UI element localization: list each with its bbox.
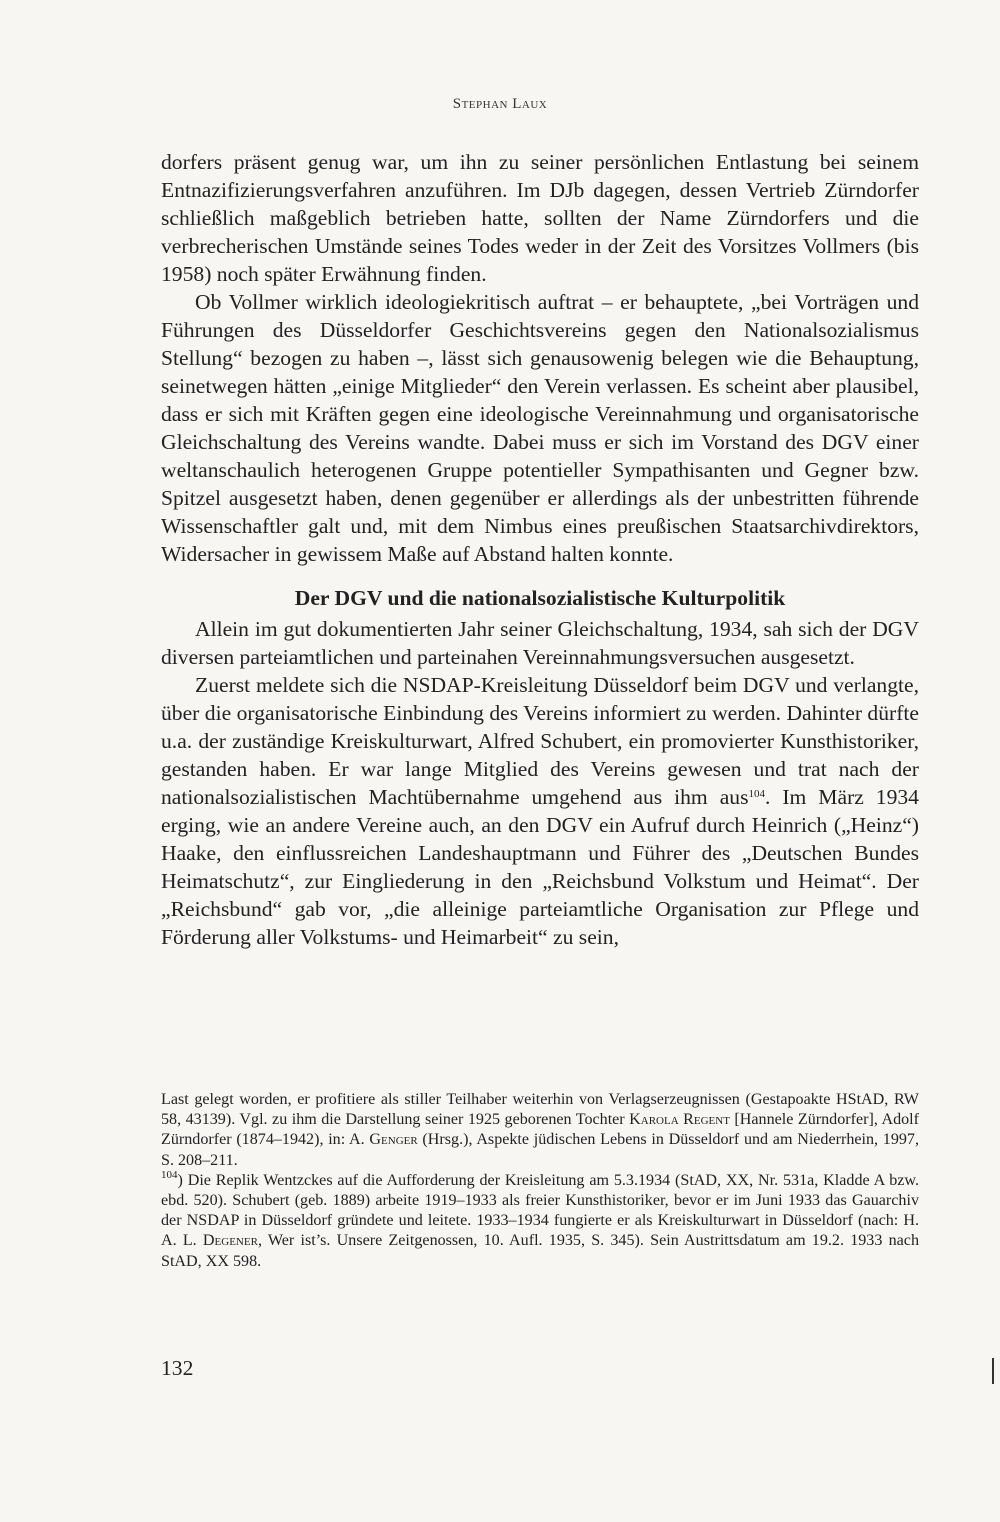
paragraph-2: Ob Vollmer wirklich ideologiekritisch auftrat – er behauptete, „bei Vorträgen und Führungen des Düsseldorfer Geschichtsvereins gegen den Nationalsozialismus Stellung“ bezogen zu haben –, lässt sich genausowenig belegen wie die Behauptung, seinetwegen hätten „einige Mitglieder“ den Verein verlassen. Es scheint aber plausibel, dass er sich mit Kräften gegen eine ideologische Vereinnahmung und organisatorische Gleichschaltung des Vereins wandte. Dabei muss er sich im Vorstand des DGV einer weltanschaulich heterogenen Gruppe potentieller Sympathisanten und Gegner bzw. Spitzel ausgesetzt haben, denen gegenüber er allerdings als der unbestritten führende Wissenschaftler galt und, mit dem Nimbus eines preußischen Staatsarchivdirektors, Widersacher in gewissem Maße auf Abstand halten konnte.: [161, 290, 919, 566]
page-number: 132: [161, 1356, 194, 1380]
paragraph-1: dorfers präsent genug war, um ihn zu seiner persönlichen Entlastung bei seinem Entnazifizierungsverfahren anzuführen. Im DJb dagegen, dessen Vertrieb Zürndorfer schließlich maßgeblich betrieben hatte, sollten der Name Zürndorfers und die verbrecherischen Umstände seines Todes weder in der Zeit des Vorsitzes Vollmers (bis 1958) noch später Erwähnung finden.: [161, 150, 919, 286]
footnote-author: Degener: [202, 1232, 258, 1250]
footnote-author: Karola Regent: [629, 1111, 730, 1129]
footnote-text: , Wer ist’s. Unsere Zeitgenossen, 10. Aufl. 1935, S. 345). Sein Austrittsdatum am 19.2. 1933 nach StAD, XX 598.: [161, 1232, 919, 1270]
paragraph-3: Allein im gut dokumentierten Jahr seiner Gleichschaltung, 1934, sah sich der DGV diversen parteiamtlichen und parteinahen Vereinnahmungsversuchen ausgesetzt.: [161, 617, 919, 669]
footnotes: [161, 1090, 919, 1272]
paragraph-4: [161, 671, 919, 951]
footnote-text: ) Die Replik Wentzckes auf die Aufforderung der Kreisleitung am 5.3.1934 (StAD, XX, Nr. 531a, Kladde A bzw. ebd. 520). Schubert (geb. 1889) arbeite 1919–1933 als freier Kunsthistoriker, bevor er im Juni 1933 das Gauarchiv der NSDAP in Düsseldorf gründete und leitete. 1933–1934 fungierte er als Kreiskulturwart in Düsseldorf (nach: H. A. L.: [161, 1171, 919, 1250]
section-heading: Der DGV und die nationalsozialistische Kulturpolitik: [294, 586, 786, 610]
footnote-number: 104: [161, 1168, 178, 1181]
page-edge-mark: [992, 1358, 994, 1384]
footnote-text: [Hannele Zürndorfer], Adolf Zürndorfer (1874–1942), in: A.: [161, 1111, 919, 1149]
footnote-reference-104: 104: [748, 788, 765, 800]
footnote-104: [161, 1168, 919, 1272]
paragraph-4-part-a: Zuerst meldete sich die NSDAP-Kreisleitung Düsseldorf beim DGV und verlangte, über die organisatorische Einbindung des Vereins informiert zu werden. Dahinter dürfte u.a. der zuständige Kreiskulturwart, Alfred Schubert, ein promovierter Kunsthistoriker, gestanden haben. Er war lange Mitglied des Vereins gewesen und trat nach der nationalsozialistischen Machtübernahme umgehend aus ihm aus: [161, 673, 919, 809]
footnote-text: (Hrsg.), Aspekte jüdischen Lebens in Düsseldorf und am Niederrhein, 1997, S. 208–211.: [161, 1131, 920, 1169]
footnote-continuation: [161, 1090, 919, 1171]
footnote-text: Last gelegt worden, er profitiere als stiller Teilhaber weiterhin von Verlagserzeugnissen (Gestapoakte HStAD, RW 58, 43139). Vgl. zu ihm die Darstellung seiner 1925 geborenen Tochter: [161, 1091, 919, 1129]
footnote-editor: Genger: [369, 1131, 418, 1149]
paragraph-4-part-b: . Im März 1934 erging, wie an andere Vereine auch, an den DGV ein Aufruf durch Heinrich („Heinz“) Haake, den einflussreichen Landeshauptmann und Führer des „Deutschen Bundes Heimatschutz“, zur Eingliederung in den „Reichsbund Volkstum und Heimat“. Der „Reichsbund“ gab vor, „die alleinige parteiamtliche Organisation zur Pflege und Förderung aller Volkstums- und Heimarbeit“ zu sein,: [161, 785, 919, 949]
main-text: [161, 148, 919, 951]
running-head: Stephan Laux: [452, 96, 548, 112]
